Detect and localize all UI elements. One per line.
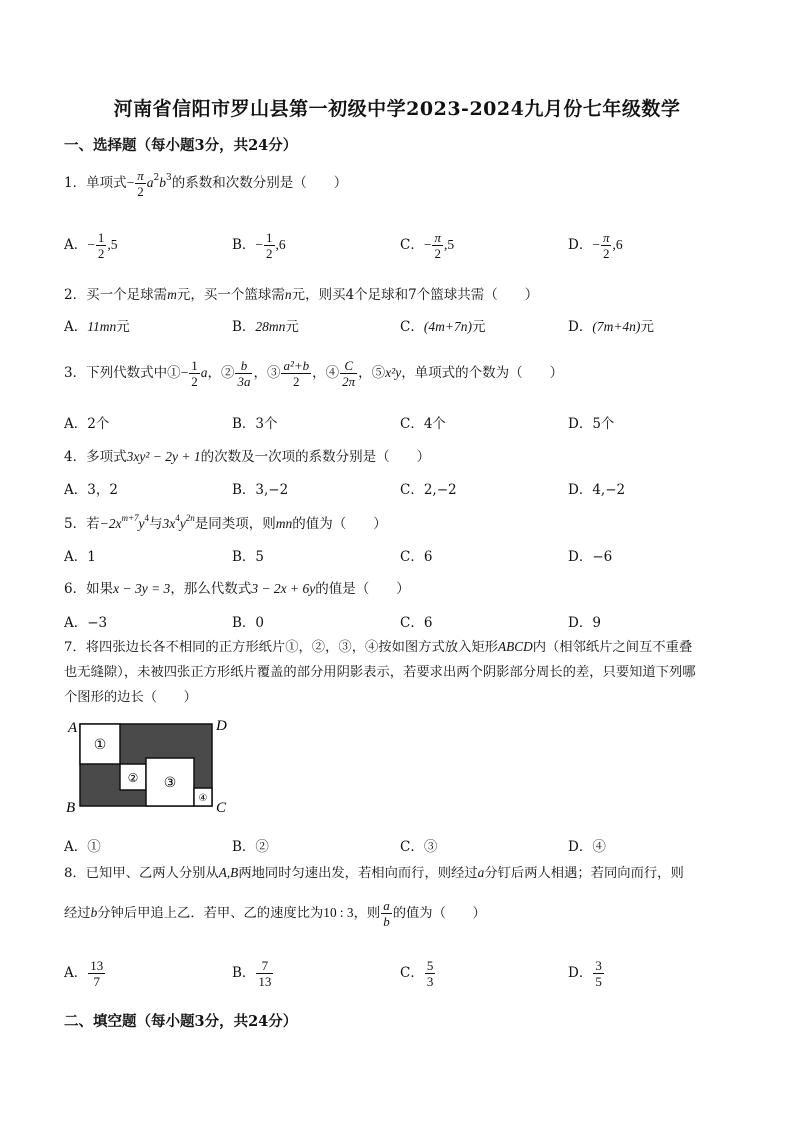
- q3-e5: x²y: [385, 365, 402, 380]
- option-label: D．: [568, 965, 593, 981]
- q7-option-b[interactable]: B．②: [232, 839, 269, 855]
- q5-expr1-base: −2x: [99, 516, 122, 531]
- q5-text-2: 是同类项，则: [194, 516, 276, 532]
- option-fraction: [425, 958, 436, 989]
- q1-frac-num: π: [137, 168, 144, 183]
- frac-den: 2π: [342, 374, 356, 389]
- q5-text-3: 的值为（ ）: [292, 516, 387, 532]
- frac-num: π: [434, 230, 441, 245]
- q8-text-2d: 的值为（ ）: [392, 906, 486, 921]
- option-expr: 11mn: [87, 319, 117, 334]
- q7-option-c[interactable]: C．③: [400, 839, 438, 855]
- frac-den: 3a: [237, 374, 251, 389]
- option-fraction: [432, 230, 443, 261]
- q4-text-2: 的次数及一次项的系数分别是（ ）: [200, 449, 431, 465]
- square-1-label: ①: [93, 737, 107, 753]
- q1-exp-b: 3: [165, 173, 172, 183]
- q8-option-d[interactable]: [568, 958, 605, 989]
- q2-text-1: 2．买一个足球需: [64, 287, 168, 303]
- frac-den: 13: [258, 974, 272, 989]
- q5-expr1-exp2: 4: [144, 513, 150, 523]
- frac-den: 2: [602, 246, 610, 261]
- q2-text-2: 元，买一个篮球需: [176, 287, 285, 303]
- q5-mid: 与: [149, 516, 163, 532]
- q8-text-2a: 经过: [64, 906, 91, 921]
- q8-ab: A,B: [218, 865, 239, 880]
- option-fraction: [593, 958, 604, 989]
- question-5: [64, 512, 387, 532]
- option-label: A．: [64, 965, 88, 981]
- option-label: B．: [232, 319, 256, 335]
- question-8-line-1: [64, 862, 684, 881]
- option-fraction: [96, 230, 107, 261]
- option-label: B．: [232, 965, 256, 981]
- q3-sep-2: ，②: [207, 365, 235, 381]
- q1-exp-a: 2: [153, 173, 160, 183]
- q1-prefix: 1．单项式: [64, 175, 127, 191]
- q8-option-c[interactable]: [400, 958, 436, 989]
- question-8-line-2: [64, 898, 486, 929]
- q8-text-2b: 分钟后甲追上乙．若甲、乙的速度比为: [97, 906, 324, 921]
- option-fraction: [601, 230, 612, 261]
- frac-den: b: [383, 914, 390, 929]
- q5-expr2-exp2: 2n: [185, 513, 195, 523]
- option-label: C．: [400, 965, 424, 981]
- corner-d-label: D: [216, 718, 227, 734]
- q8-text-2c: ，则: [353, 906, 381, 921]
- option-fraction: [256, 958, 273, 989]
- q3-text-2: ，单项式的个数为（ ）: [401, 365, 564, 381]
- q7-figure: [64, 716, 234, 816]
- q6-expr1: x − 3y = 3: [113, 581, 171, 596]
- q3-e1-var: a: [200, 365, 208, 380]
- question-1: [64, 168, 347, 199]
- option-label: D．: [568, 319, 593, 335]
- option-tail: ,5: [443, 237, 455, 252]
- option-unit: 元: [471, 319, 486, 335]
- q8-text-1b: 两地同时匀速出发，若相向而行，则经过: [238, 866, 478, 881]
- option-label: C．: [400, 237, 424, 253]
- corner-b-label: B: [66, 800, 76, 816]
- question-7-line-2: 也无缝隙），未被四张正方形纸片覆盖的部分用阴影表示，若要求出两个阴影部分周长的差，只要知道下列哪: [64, 665, 696, 680]
- corner-a-label: A: [68, 720, 78, 736]
- q5-expr2-y: y: [179, 516, 186, 531]
- frac-num: a²+b: [283, 358, 310, 373]
- q3-sep-4: ，④: [312, 365, 340, 381]
- q1-option-a[interactable]: [64, 230, 118, 261]
- q6-text-1: 6．如果: [64, 581, 114, 597]
- q6-expr2: 3 − 2x + 6y: [251, 581, 316, 596]
- q1-fraction: [135, 168, 146, 199]
- q1-option-d[interactable]: [568, 230, 623, 261]
- square-4-label: ④: [198, 793, 208, 804]
- q1-frac-den: 2: [137, 184, 144, 199]
- q8-option-b[interactable]: [232, 958, 274, 989]
- q8-text-1c: 分钉后两人相遇；若同向而行，则: [484, 866, 684, 881]
- q3-e2-fraction: [235, 358, 252, 389]
- section-heading-choice: 一、选择题（每小题3分，共24分）: [64, 137, 298, 154]
- q5-expr2-base: 3x: [162, 516, 176, 531]
- square-3-label: ③: [163, 775, 177, 791]
- q6-option-d[interactable]: D．9: [568, 615, 601, 631]
- option-unit: 元: [116, 319, 130, 335]
- option-sign: −: [592, 237, 600, 252]
- q6-text-2: ，那么代数式: [170, 581, 252, 597]
- q8-var-b: b: [90, 905, 98, 920]
- q3-sep-5: ，⑤: [358, 365, 386, 381]
- q3-option-b[interactable]: B．3个: [232, 416, 278, 432]
- q2-text-3: 元，则买4个足球和7个篮球共需（ ）: [291, 287, 539, 303]
- question-2: [64, 283, 538, 303]
- frac-den: 2: [266, 246, 273, 261]
- option-label: D．: [568, 237, 593, 253]
- q3-sep-3: ，③: [253, 365, 281, 381]
- q3-e3-fraction: [281, 358, 311, 389]
- option-label: A．: [64, 237, 88, 253]
- q2-option-a[interactable]: [64, 315, 130, 335]
- question-4: [64, 445, 430, 465]
- option-sign: −: [255, 237, 264, 252]
- frac-num: π: [602, 230, 610, 245]
- q7-text-1: 7．将四张边长各不相同的正方形纸片①，②，③，④按如图方式放入矩形: [64, 640, 498, 655]
- frac-num: 1: [266, 230, 273, 245]
- option-label: C．: [400, 319, 424, 335]
- q7-option-d[interactable]: D．④: [568, 839, 606, 855]
- q6-option-a[interactable]: A．−3: [64, 615, 108, 631]
- option-expr: 28mn: [255, 319, 286, 334]
- q3-option-a[interactable]: A．2个: [64, 416, 110, 432]
- frac-den: 2: [434, 246, 441, 261]
- option-label: B．: [232, 237, 256, 253]
- q5-expr2-exp1: 4: [175, 513, 180, 523]
- frac-num: 7: [256, 958, 273, 974]
- square-2-label: ②: [127, 771, 139, 785]
- q1-suffix: 的系数和次数分别是（ ）: [171, 175, 348, 191]
- frac-den: 5: [595, 974, 602, 989]
- frac-den: 2: [293, 374, 300, 389]
- option-sign: −: [423, 237, 432, 252]
- frac-num: 13: [90, 958, 104, 973]
- q1-minus: −: [126, 175, 135, 190]
- q4-option-d[interactable]: D．4,−2: [568, 482, 626, 498]
- q3-e1-fraction: [189, 358, 200, 389]
- question-3: [64, 358, 563, 389]
- option-fraction: [264, 230, 275, 261]
- q5-option-b[interactable]: B．5: [232, 549, 265, 565]
- question-7-line-1: [64, 636, 692, 655]
- q3-option-d[interactable]: D．5个: [568, 416, 615, 432]
- question-7-line-3: 个图形的边长（ ）: [64, 690, 197, 705]
- q3-e1-sign: −: [180, 365, 189, 380]
- frac-num: b: [235, 358, 252, 374]
- frac-num: 3: [595, 958, 602, 973]
- option-tail: ,5: [107, 237, 118, 252]
- frac-den: 2: [97, 246, 105, 261]
- q3-text-1: 3．下列代数式中①: [64, 365, 181, 381]
- option-fraction: [88, 958, 105, 989]
- corner-c-label: C: [216, 800, 227, 816]
- q1-var-a: a: [146, 175, 154, 190]
- q5-option-d[interactable]: D．−6: [568, 549, 613, 565]
- q5-text-1: 5．若: [64, 516, 100, 532]
- q3-option-c[interactable]: C．4个: [400, 416, 446, 432]
- option-tail: ,6: [612, 237, 623, 252]
- q8-fraction: [381, 898, 392, 929]
- frac-num: 1: [191, 358, 198, 373]
- q4-expr: 3xy² − 2y + 1: [126, 449, 201, 464]
- q4-option-a[interactable]: A．3，2: [64, 482, 118, 498]
- q8-option-a[interactable]: [64, 958, 106, 989]
- q8-var-a: a: [477, 865, 485, 880]
- q2-option-c[interactable]: [400, 315, 485, 335]
- option-tail: ,6: [275, 237, 286, 252]
- option-expr: (7m+4n): [592, 319, 641, 334]
- q8-ratio: 10 : 3: [323, 905, 354, 920]
- option-sign: −: [87, 237, 95, 252]
- frac-num: a: [383, 898, 390, 913]
- q5-option-a[interactable]: A．1: [64, 549, 96, 565]
- q2-var-m: m: [167, 287, 177, 302]
- option-expr: (4m+7n): [423, 319, 472, 334]
- q6-option-b[interactable]: B．0: [232, 615, 265, 631]
- q2-option-d[interactable]: [568, 315, 654, 335]
- frac-den: 7: [93, 974, 100, 989]
- q7-abcd: ABCD: [497, 639, 533, 654]
- question-6: [64, 577, 410, 597]
- option-unit: 元: [285, 319, 299, 335]
- page-title: 河南省信阳市罗山县第一初级中学2023-2024九月份七年级数学: [113, 98, 681, 120]
- frac-num: 1: [97, 230, 105, 245]
- q2-var-n: n: [284, 287, 292, 302]
- frac-num: C: [340, 358, 357, 374]
- q7-text-1b: 内（相邻纸片之间互不重叠: [532, 640, 693, 655]
- q3-e4-fraction: [340, 358, 357, 389]
- option-unit: 元: [640, 319, 654, 335]
- q7-option-a[interactable]: A．①: [64, 839, 101, 855]
- q6-text-3: 的值是（ ）: [315, 581, 410, 597]
- frac-den: 3: [426, 974, 434, 989]
- q4-option-c[interactable]: C．2,−2: [400, 482, 457, 498]
- q5-expr1-y: y: [138, 516, 145, 531]
- q1-option-b[interactable]: [232, 230, 286, 261]
- q5-mn: mn: [275, 516, 293, 531]
- q4-text-1: 4．多项式: [64, 449, 127, 465]
- q1-option-c[interactable]: [400, 230, 454, 261]
- section-heading-fill: 二、填空题（每小题3分，共24分）: [64, 1013, 298, 1030]
- q8-text-1a: 8．已知甲、乙两人分别从: [64, 866, 219, 881]
- q5-expr1-exp1: m+7: [121, 513, 139, 523]
- q6-option-c[interactable]: C．6: [400, 615, 433, 631]
- option-label: A．: [64, 319, 88, 335]
- frac-num: 5: [426, 958, 434, 973]
- q1-var-b: b: [159, 175, 166, 190]
- q4-option-b[interactable]: B．3,−2: [232, 482, 289, 498]
- frac-den: 2: [191, 374, 198, 389]
- q5-option-c[interactable]: C．6: [400, 549, 433, 565]
- q2-option-b[interactable]: [232, 315, 299, 335]
